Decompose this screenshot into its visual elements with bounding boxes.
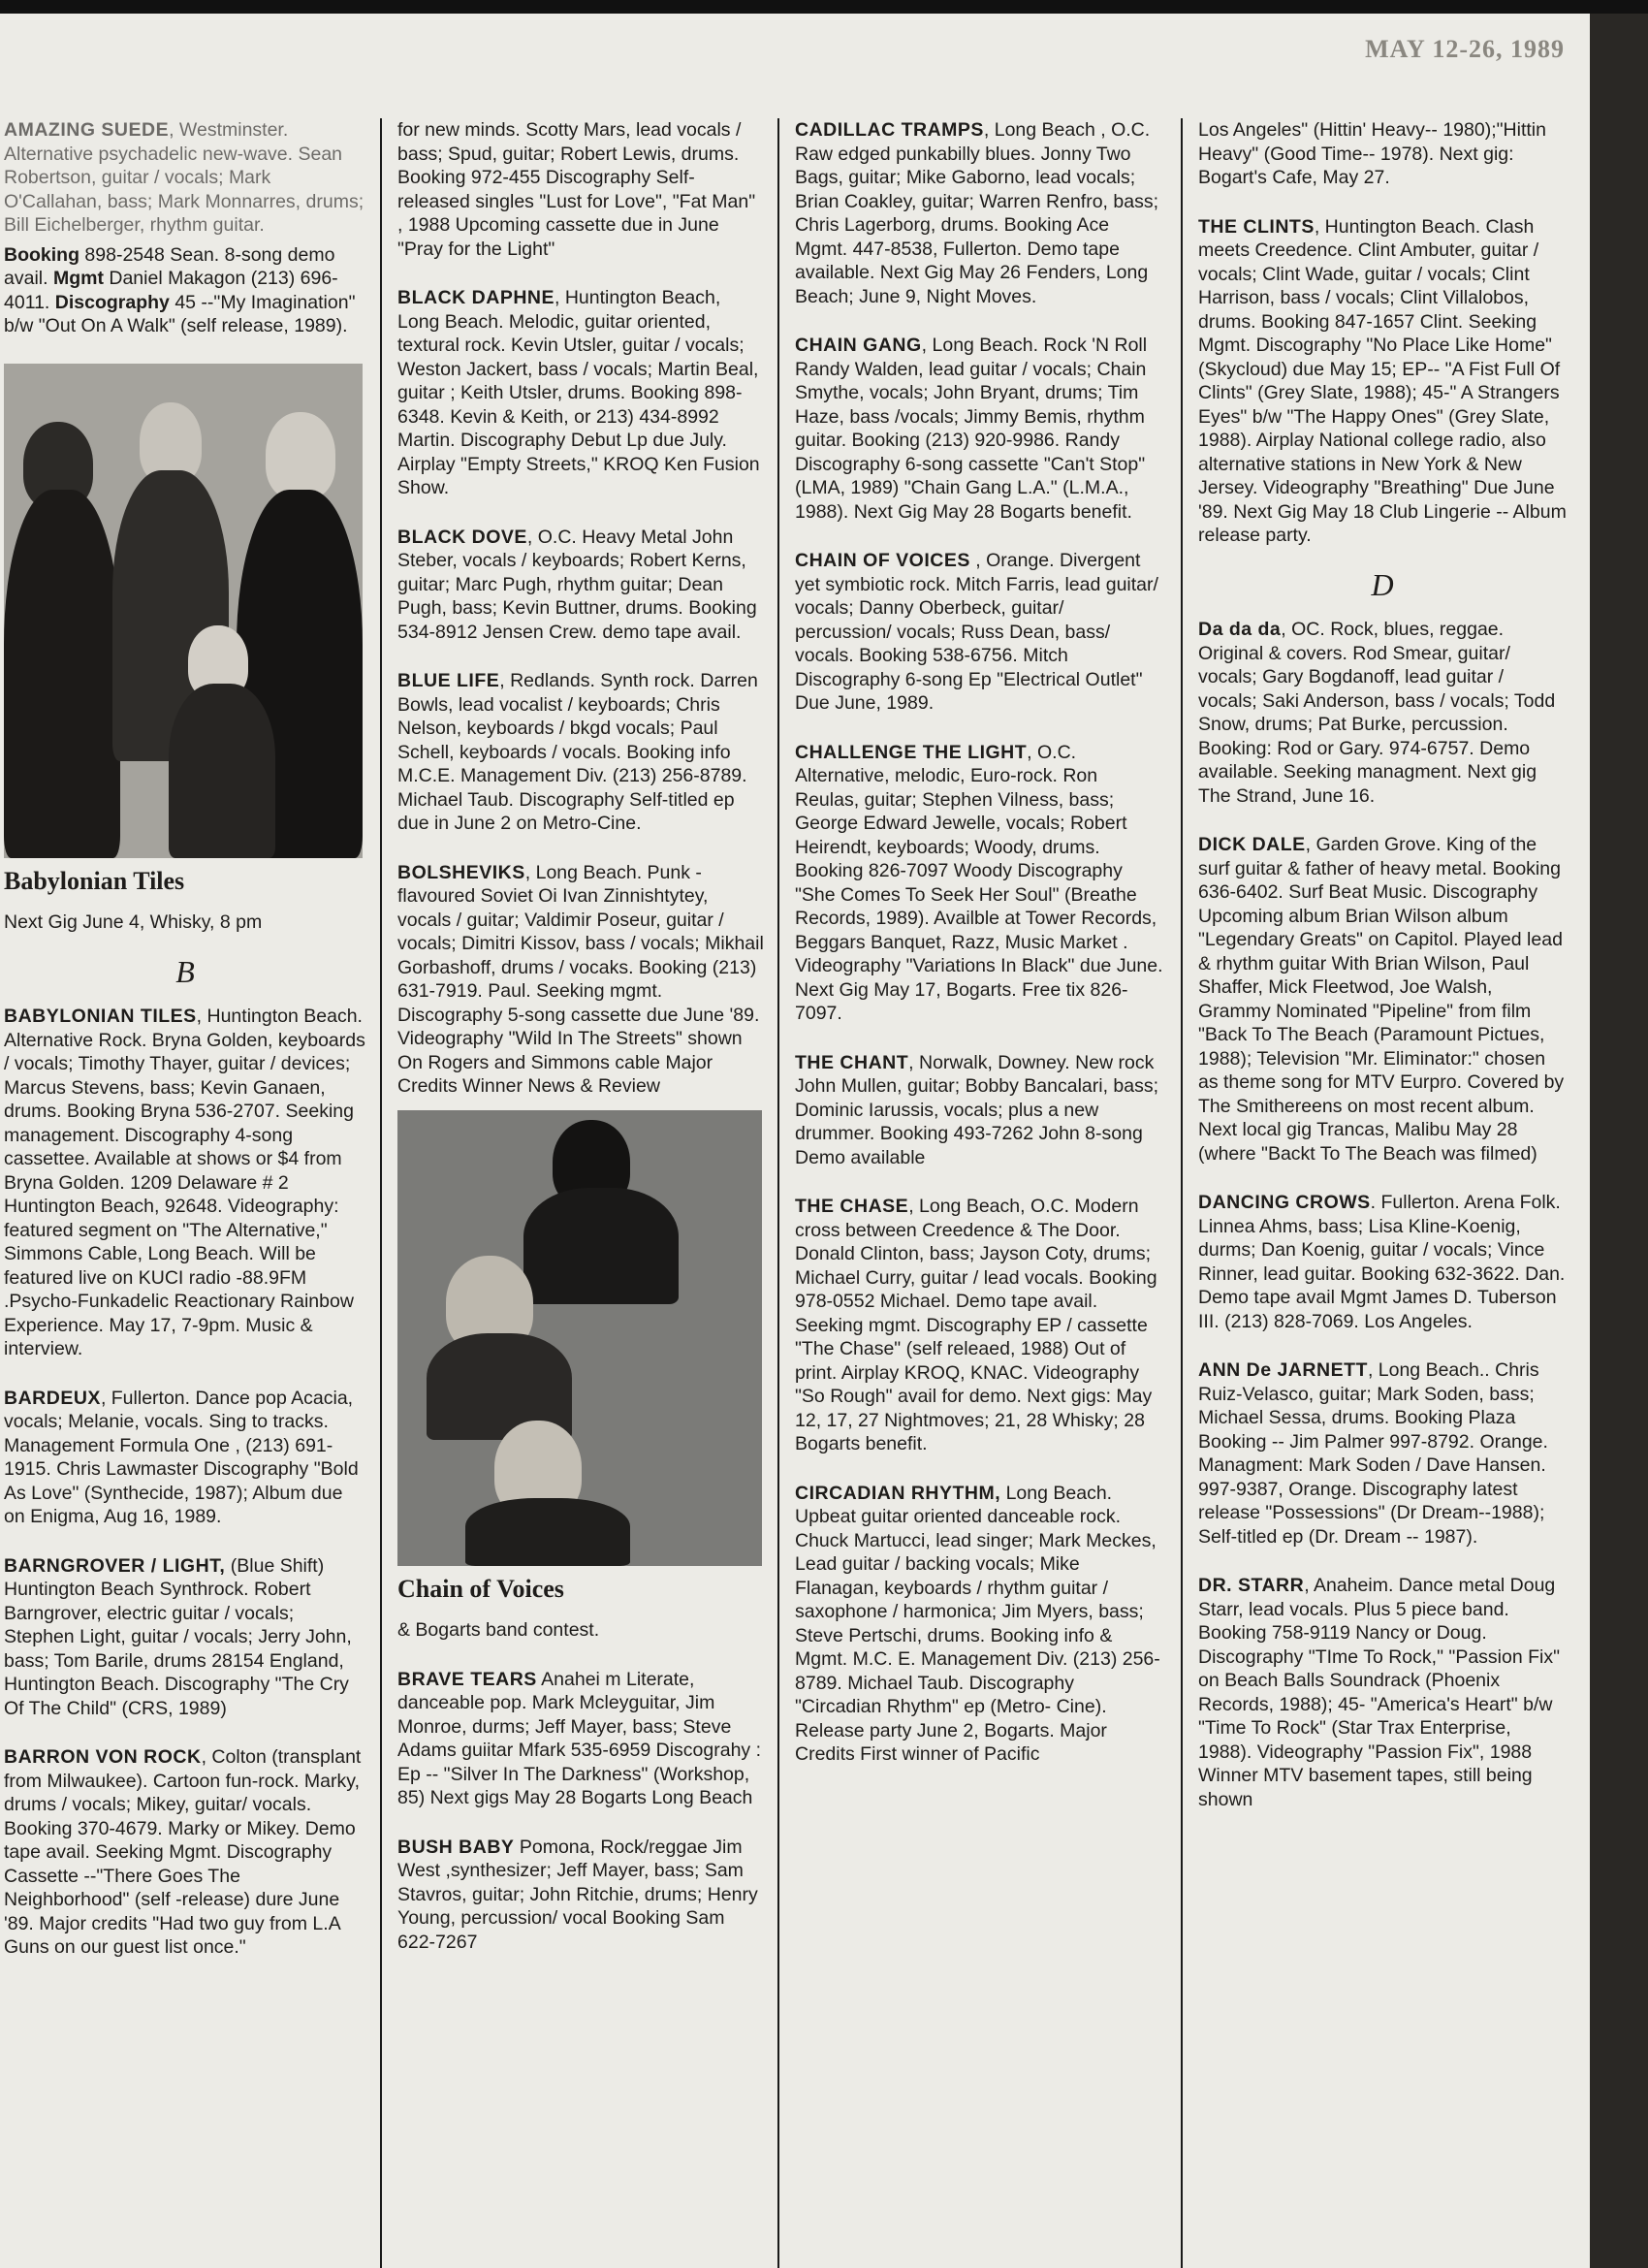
listing-entry: & Bogarts band contest. [397, 1619, 600, 1641]
column-rule [777, 118, 779, 2268]
column-3 [795, 118, 1163, 2268]
listing-entry: BABYLONIAN TILES, Huntington Beach. Alternative Rock. Bryna Golden, keyboards / vocals; Timothy Thayer, guitar / devices; Marcus Stevens, bass; Kevin Ganaen, drums. Booking Bryna 536-2707. Seeking management. Discography 4-song cassettee. Available at shows or $4 from Bryna Golden. 1209 Delaware # 2 Huntington Beach, 92648. Videography: featured segment on "The Alternative," Simmons Cable, Long Beach. Will be featured live on KUCI radio -88.9FM .Psycho-Funkadelic Reactionary Rainbow Experience. May 17, 7-9pm. Music & interview. [4, 1006, 365, 1359]
issue-date: MAY 12-26, 1989 [1365, 35, 1565, 63]
listing-entry: Los Angeles" (Hittin' Heavy-- 1980);"Hittin Heavy" (Good Time-- 1978). Next gig: Bogart's Cafe, May 27. [1198, 119, 1546, 188]
listing-entry: BOLSHEVIKS, Long Beach. Punk - flavoured Soviet Oi Ivan Zinnishtytey, vocals / guitar; Valdimir Poseur, guitar / vocals; Dimitri Kissov, bass / vocals; Mikhail Gorbashoff, drums / vocaks. Booking (213) 631-7919. Paul. Seeking mgmt. Discography 5-song cassette due June '89. Videography "Wild In The Streets" shown On Rogers and Simmons cable Major Credits Winner News & Review [397, 861, 764, 1097]
listing-entry: BLACK DOVE, O.C. Heavy Metal John Steber, vocals / keyboards; Robert Kerns, guitar; Marc Pugh, rhythm guitar; Dean Pugh, bass; Kevin Buttner, drums. Booking 534-8912 Jensen Crew. demo tape avail. [397, 526, 757, 643]
listing-entry: DR. STARR, Anaheim. Dance metal Doug Starr, lead vocals. Plus 5 piece band. Booking 758-9119 Nancy or Doug. Discography "TIme To Rock," "Passion Fix" on Beach Balls Soundrack (Phoenix Records, 1988); 45- "America's Heart" b/w "Time To Rock" (Star Trax Enterprise, 1988). Videography "Passion Fix", 1988 Winner MTV basement tapes, still being shown [1198, 1575, 1561, 1810]
band-photo-babylonian-tiles [4, 364, 363, 858]
photo-caption: Babylonian Tiles [4, 866, 185, 895]
listing-entry: BUSH BABY Pomona, Rock/reggae Jim West ,synthesizer; Jeff Mayer, bass; Sam Stavros, guitar; John Ritchie, drums; Henry Young, percussion/ vocal Booking Sam 622-7267 [397, 1836, 758, 1953]
listing-entry: DANCING CROWS. Fullerton. Arena Folk. Linnea Ahms, bass; Lisa Kline-Koenig, durms; Dan Koenig, guitar / vocals; Vince Rinner, lead guitar. Booking 632-3622. Dan. Demo tape avail Mgmt James D. Tuberson III. (213) 828-7069. Los Angeles. [1198, 1192, 1566, 1332]
photo-caption: Chain of Voices [397, 1574, 564, 1603]
listing-entry: CHALLENGE THE LIGHT, O.C. Alternative, melodic, Euro-rock. Ron Reulas, guitar; Stephen Vilness, bass; George Edward Jewelle, vocals; Robert Heirendt, keyboards; Woody, drums. Booking 826-7097 Woody Discography "She Comes To Seek Her Soul" (Breathe Records, 1989). Availble at Tower Records, Beggars Banquet, Razz, Music Market . Videography "Variations In Black" due June. Next Gig May 17, Bogarts. Free tix 826-7097. [795, 741, 1163, 1024]
listing-entry: Next Gig June 4, Whisky, 8 pm [4, 911, 263, 933]
column-4 [1198, 118, 1567, 2268]
column-2 [397, 118, 764, 2268]
listing-entry: CHAIN OF VOICES , Orange. Divergent yet symbiotic rock. Mitch Farris, lead guitar/ vocals; Danny Oberbeck, guitar/ percussion/ vocals; Russ Dean, bass/ vocals. Booking 538-6756. Mitch Discography 6-song Ep "Electrical Outlet" Due June, 1989. [795, 550, 1158, 714]
section-letter-d: D [1371, 566, 1394, 602]
listing-entry: BARNGROVER / LIGHT, (Blue Shift) Huntington Beach Synthrock. Robert Barngrover, electric guitar / vocals; Stephen Light, guitar / vocals; Jerry John, bass; Tom Barile, drums 28154 England, Huntington Beach. Discography "The Cry Of The Child" (CRS, 1989) [4, 1554, 352, 1719]
listing-entry: CIRCADIAN RHYTHM, Long Beach. Upbeat guitar oriented danceable rock. Chuck Martucci, lead singer; Mark Meckes, Lead guitar / backing vocals; Mike Flanagan, keyboards / rhythm guitar / saxophone / harmonica; Jim Myers, bass; Steve Pertschi, drums. Booking info & Mgmt. M.C. E. Management Div. (213) 256-8789. Michael Taub. Discography "Circadian Rhythm" ep (Metro- Cine). Release party June 2, Bogarts. Major Credits First winner of Pacific [795, 1482, 1160, 1765]
listing-entry: THE CHASE, Long Beach, O.C. Modern cross between Creedence & The Door. Donald Clinton, bass; Jayson Coty, drums; Michael Curry, guitar / lead vocals. Booking 978-0552 Michael. Demo tape avail. Seeking mgmt. Discography EP / cassette "The Chase" (self releaed, 1988) Out of print. Airplay KROQ, KNAC. Videography "So Rough" avail for demo. Next gigs: May 12, 17, 27 Nightmoves; 21, 28 Whisky; 28 Bogarts benefit. [795, 1196, 1157, 1454]
column-rule [1181, 118, 1183, 2268]
top-edge [0, 0, 1648, 14]
listing-entry: ANN De JARNETT, Long Beach.. Chris Ruiz-Velasco, guitar; Mark Soden, bass; Michael Sessa, drums. Booking Plaza Booking -- Jim Palmer 997-8792. Orange. Managment: Mark Soden / Dave Hansen. 997-9387, Orange. Discography latest release "Possessions" (Dr Dream--1988); Self-titled ep (Dr. Dream -- 1987). [1198, 1359, 1548, 1548]
listing-entry: Da da da, OC. Rock, blues, reggae. Original & covers. Rod Smear, guitar/ vocals; Gary Bogdanoff, lead guitar / vocals; Saki Anderson, bass / vocals; Todd Snow, drums; Pat Burke, percussion. Booking: Rod or Gary. 974-6757. Demo available. Seeking managment. Next gig The Strand, June 16. [1198, 619, 1556, 807]
column-rule [380, 118, 382, 2268]
listing-entry: for new minds. Scotty Mars, lead vocals / bass; Spud, guitar; Robert Lewis, drums. Booking 972-455 Discography Self-released singles "Lust for Love", "Fat Man" , 1988 Upcoming cassette due in June "Pray for the Light" [397, 119, 756, 260]
listing-entry: THE CLINTS, Huntington Beach. Clash meets Creedence. Clint Ambuter, guitar / vocals; Clint Wade, guitar / vocals; Clint Harrison, bass / vocals; Clint Villalobos, drums. Booking 847-1657 Clint. Seeking Mgmt. Discography "No Place Like Home" (Skycloud) due May 15; EP-- "A Fist Full Of Clints" (Grey Slate, 1988); 45-" A Strangers Eyes" b/w "The Happy Ones" (Grey Slate, 1988). Airplay National college radio, also alternative stations in New York & New Jersey. Videography "Breathing" Due June '89. Next Gig May 18 Club Lingerie -- Album release party. [1198, 215, 1567, 546]
page-edge-shadow [1590, 14, 1648, 2268]
listing-entry: BRAVE TEARS Anahei m Literate, danceable pop. Mark Mcleyguitar, Jim Monroe, durms; Jeff Mayer, bass; Steve Adams guiitar Mfark 535-6959 Discograhy : Ep -- "Silver In The Darkness" (Workshop, 85) Next gigs May 28 Bogarts Long Beach [397, 1668, 762, 1808]
newspaper-page [0, 14, 1590, 2268]
listing-entry: AMAZING SUEDE, Westminster. Alternative psychadelic new-wave. Sean Robertson, guitar / vocals; Mark O'Callahan, bass; Mark Monnarres, drums; Bill Eichelberger, rhythm guitar. [4, 119, 364, 236]
listing-entry: DICK DALE, Garden Grove. King of the surf guitar & father of heavy metal. Booking 636-6402. Surf Beat Music. Discography Upcoming album Brian Wilson album "Legendary Greats" on Capitol. Played lead & rhythm guitar With Brian Wilson, Paul Shaffer, Mick Fleetwod, Joe Walsh, Grammy Nominated "Pipeline" from film "Back To The Beach (Paramount Pictues, 1988); Television "Mr. Eliminator:" chosen as theme song for MTV Eurpro. Covered by The Smithereens on most recent album. Next local gig Trancas, Malibu May 28 (where "Backt To The Beach was filmed) [1198, 834, 1565, 1165]
column-1 [4, 118, 366, 2252]
band-photo-chain-of-voices [397, 1110, 762, 1566]
listing-entry: BARRON VON ROCK, Colton (transplant from Milwaukee). Cartoon fun-rock. Marky, drums / vocals; Mikey, guitar/ vocals. Booking 370-4679. Marky or Mikey. Demo tape avail. Seeking Mgmt. Discography Cassette --"There Goes The Neighborhood" (self -release) dure June '89. Major credits "Had two guy from L.A Guns on our guest list once." [4, 1746, 362, 1958]
listing-entry: Booking 898-2548 Sean. 8-song demo avail. Mgmt Daniel Makagon (213) 696-4011. Discography 45 --"My Imagination" b/w "Out On A Walk" (self release, 1989). [4, 243, 356, 336]
listing-entry: BLACK DAPHNE, Huntington Beach, Long Beach. Melodic, guitar oriented, textural rock. Kevin Utsler, guitar / vocals; Weston Jackert, bass / vocals; Martin Beal, guitar ; Keith Utsler, drums. Booking 898-6348. Kevin & Keith, or 213) 434-8992 Martin. Discography Debut Lp due July. Airplay "Empty Streets," KROQ Ken Fusion Show. [397, 287, 760, 498]
listing-entry: BLUE LIFE, Redlands. Synth rock. Darren Bowls, lead vocalist / keyboards; Chris Nelson, keyboards / bkgd vocals; Paul Schell, keyboards / vocals. Booking info M.C.E. Management Div. (213) 256-8789. Michael Taub. Discography Self-titled ep due in June 2 on Metro-Cine. [397, 670, 758, 834]
section-letter-b: B [175, 953, 195, 989]
column-1-top [4, 118, 366, 238]
listing-entry: CADILLAC TRAMPS, Long Beach , O.C. Raw edged punkabilly blues. Jonny Two Bags, guitar; Mike Gaborno, lead vocals; Brian Coakley, guitar; Warren Renfro, bass; Chris Lagerborg, drums. Booking Ace Mgmt. 447-8538, Fullerton. Demo tape available. Next Gig May 26 Fenders, Long Beach; June 9, Night Moves. [795, 119, 1158, 307]
listing-entry: THE CHANT, Norwalk, Downey. New rock John Mullen, guitar; Bobby Bancalari, bass; Dominic Iarussis, vocals; plus a new drummer. Booking 493-7262 John 8-song Demo available [795, 1051, 1159, 1168]
listing-entry: BARDEUX, Fullerton. Dance pop Acacia, vocals; Melanie, vocals. Sing to tracks. Management Formula One , (213) 691-1915. Chris Lawmaster Discography "Bold As Love" (Synthecide, 1987); Album due on Enigma, Aug 16, 1989. [4, 1387, 359, 1527]
listing-entry: CHAIN GANG, Long Beach. Rock 'N Roll Randy Walden, lead guitar / vocals; Chain Smythe, vocals; John Bryant, drums; Tim Haze, bass /vocals; Jimmy Bemis, rhythm guitar. Booking (213) 920-9986. Randy Discography 6-song cassette "Can't Stop" (LMA, 1989) "Chain Gang L.A." (L.M.A., 1988). Next Gig May 28 Bogarts benefit. [795, 335, 1148, 523]
